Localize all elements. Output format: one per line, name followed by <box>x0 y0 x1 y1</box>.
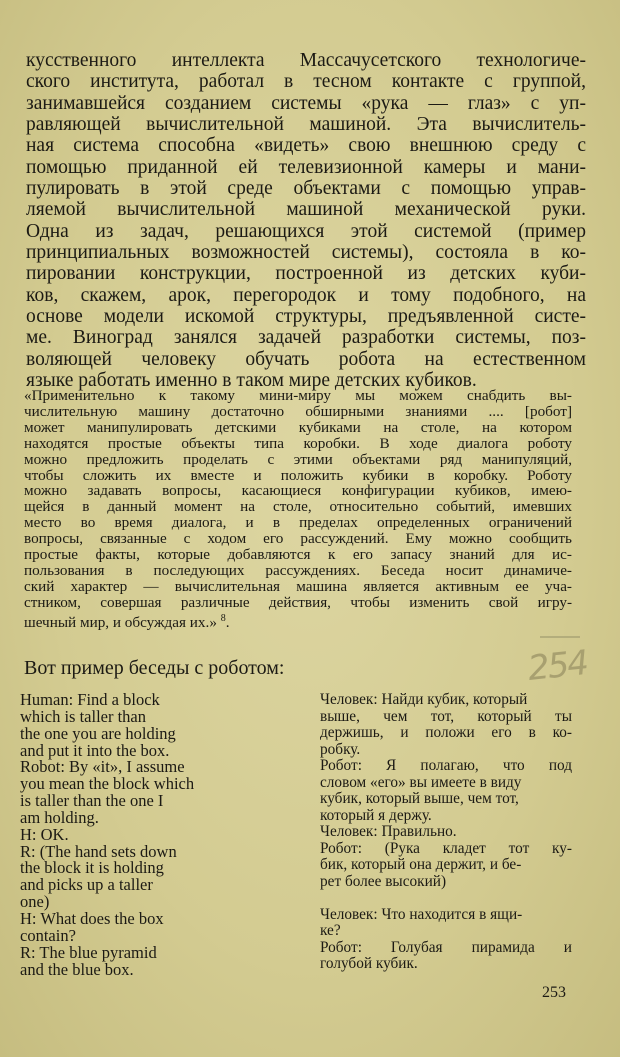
dialogue-line: which is taller than <box>20 706 147 726</box>
quote-line: пользования в последующих рассуждениях. Беседа носит динамиче- <box>24 561 572 579</box>
quote-line: можно задавать вопросы, касающиеся конфигурации кубиков, имею- <box>24 482 572 500</box>
dialogue-line: Робот: (Рука кладет тот ку- <box>320 839 572 857</box>
dialogue-line: H: OK. <box>20 824 69 844</box>
dialogue-line: Человек: Что находится в ящи- <box>320 905 523 923</box>
text-line: ная система способна «видеть» свою внешнюю среду с <box>26 135 586 157</box>
quote-line: щейся в данный момент на столе, относительно событий, имевших <box>24 498 572 516</box>
dialogue-line: R: The blue pyramid <box>20 942 157 962</box>
dialogue-line: H: What does the box <box>20 908 164 928</box>
dialogue-intro: Вот пример беседы с роботом: <box>24 657 285 679</box>
quote-line: «Применительно к такому мини-миру мы можем снабдить вы- <box>24 387 572 404</box>
dialogue-line: голубой кубик. <box>320 955 418 973</box>
text-line: кусственного интеллекта Массачусетского технологиче- <box>26 50 586 71</box>
dialogue-line: Robot: By «it», I assume <box>20 757 185 777</box>
text-line: равляющей вычислительной машиной. Эта вычислитель- <box>26 114 586 136</box>
footnote-marker: 8 <box>220 612 226 624</box>
dialogue-line: держишь, и положи его в ко- <box>320 724 572 742</box>
dialogue-line: the one you are holding <box>20 723 176 743</box>
text-line: помощью приданной ей телевизионной камеры и мани- <box>26 156 586 178</box>
quote-line-text: шечный мир, и обсуждая их.» <box>24 613 217 631</box>
block-quote <box>24 388 572 631</box>
dialogue-line: contain? <box>20 925 76 945</box>
dialogue-line: рет более высокий) <box>320 873 447 891</box>
dialogue-line: кубик, который выше, чем тот, <box>320 790 519 808</box>
quote-line: чтобы сложить их вместе и положить кубики в коробку. Роботу <box>24 466 572 484</box>
dialogue-line: and the blue box. <box>20 959 134 979</box>
dialogue-line: the block it is holding <box>20 858 164 878</box>
quote-line: можно предложить проделать с этими объектами ряд манипуляций, <box>24 450 572 468</box>
text-line: ского института, работал в тесном контакте с группой, <box>26 71 586 93</box>
page-number: 253 <box>542 984 566 1001</box>
russian-dialogue-column <box>320 692 572 973</box>
dialogue-line: робку. <box>320 740 361 758</box>
quote-line: может манипулировать детскими кубиками на столе, на котором <box>24 418 572 436</box>
pencil-mark <box>540 636 580 638</box>
dialogue-line: and put it into the box. <box>20 740 170 760</box>
dialogue-line: one) <box>20 892 50 912</box>
quote-line: числительную машину достаточно обширными знаниями .... [робот] <box>24 402 572 420</box>
dialogue-line: выше, чем тот, который ты <box>320 707 572 725</box>
quote-line: вопросы, связанные с ходом его рассуждений. Ему можно сообщить <box>24 530 572 548</box>
dialogue-line: R: (The hand sets down <box>20 841 177 861</box>
main-paragraph <box>26 50 586 392</box>
english-dialogue-column <box>20 692 252 978</box>
handwritten-page-number: 254 <box>526 643 589 689</box>
text-line: основе модели искомой структуры, предъявленной систе- <box>26 306 586 328</box>
quote-line: находятся простые объекты типа коробки. В ходе диалога роботу <box>24 434 572 452</box>
dialogue-line: бик, который она держит, и бе- <box>320 856 522 874</box>
dialogue-line: словом «его» вы имеете в виду <box>320 773 522 791</box>
text-line: принципиальных возможностей системы), состояла в ко- <box>26 242 586 264</box>
dialogue-line: ке? <box>320 922 341 940</box>
dialogue-line: Робот: Я полагаю, что под <box>320 757 572 775</box>
text-line: ме. Виноград занялся задачей разработки системы, поз- <box>26 327 586 349</box>
dialogue-line: Human: Find a block <box>20 690 160 709</box>
text-line: пулировать в этой среде объектами с помощью управ- <box>26 178 586 200</box>
text-line: языке работать именно в таком мире детских кубиков. <box>26 370 477 392</box>
text-line: ков, скажем, арок, перегородок и тому подобного, на <box>26 284 586 306</box>
quote-line: простые факты, которые добавляются к его запасу знаний для ис- <box>24 546 572 564</box>
text-line: занимавшейся созданием системы «рука — глаз» с уп- <box>26 92 586 114</box>
dialogue-line: is taller than the one I <box>20 791 164 811</box>
dialogue-line: you mean the block which <box>20 774 195 794</box>
text-line: воляющей человеку обучать робота на естественном <box>26 348 586 370</box>
dialogue-line: and picks up a taller <box>20 875 153 895</box>
quote-line: место во время диалога, и в пределах определенных ограничений <box>24 514 572 532</box>
dialogue-line: который я держу. <box>320 806 432 824</box>
text-line: Одна из задач, решающихся этой системой (пример <box>26 220 586 242</box>
dialogue-line: Робот: Голубая пирамида и <box>320 938 572 956</box>
text-line: пировании конструкции, построенной из детских куби- <box>26 263 586 285</box>
quote-line: стником, совершая различные действия, чтобы изменить свой игру- <box>24 593 572 611</box>
spacer <box>320 891 572 907</box>
quote-last-line: шечный мир, и обсуждая их.» $^8$. <box>24 612 230 631</box>
dialogue-line: Человек: Найди кубик, который <box>320 691 528 708</box>
text-line: ляемой вычислительной машиной механической руки. <box>26 199 586 221</box>
dialogue-line: am holding. <box>20 807 99 827</box>
quote-line: ский характер — вычислительная машина является активным ее уча- <box>24 577 572 595</box>
dialogue-line: Человек: Правильно. <box>320 823 457 841</box>
